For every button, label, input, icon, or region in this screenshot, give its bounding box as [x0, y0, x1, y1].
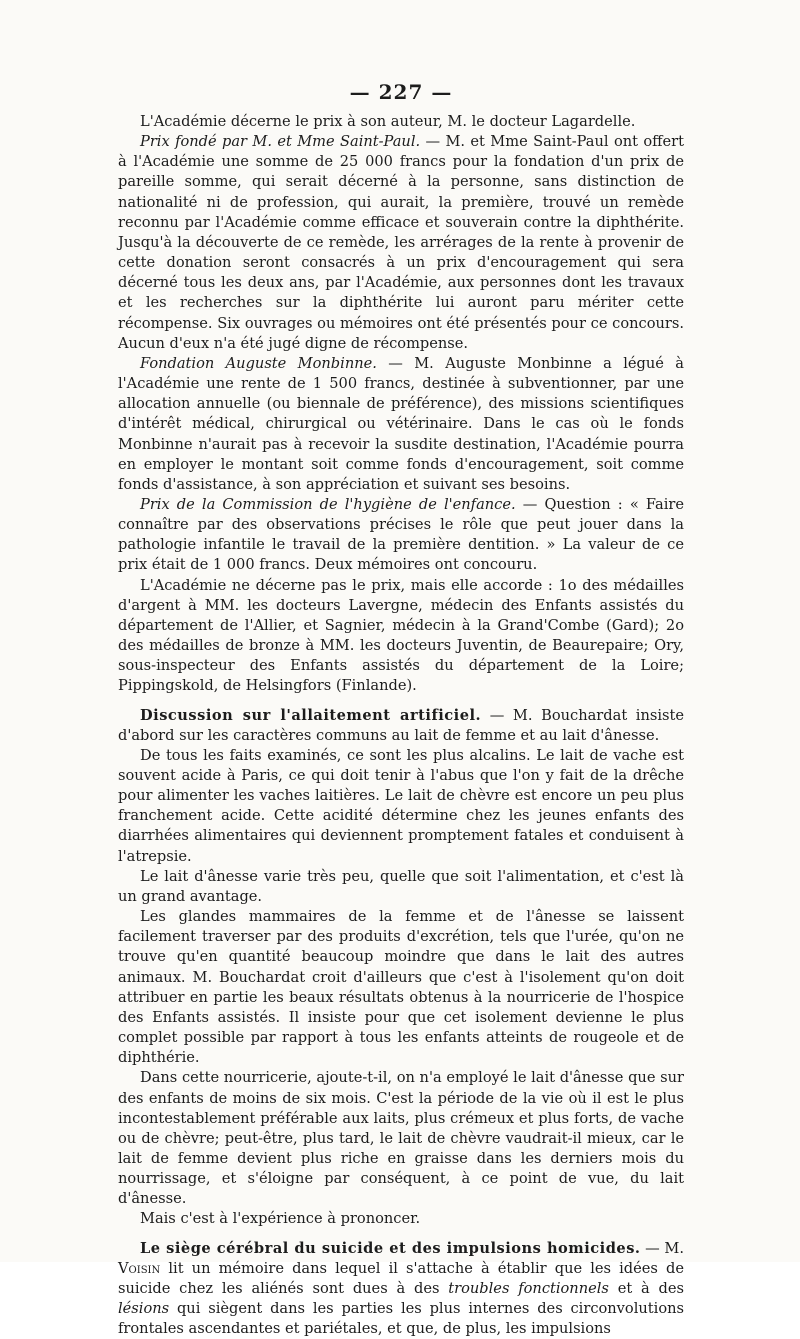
section-siege-cerebral — [118, 1239, 684, 1339]
paragraph-experience — [118, 1209, 684, 1229]
paragraph-text: qui siègent dans les parties les plus internes des circonvolutions frontales ascendantes et pariétales, et que, de plus, les impulsions — [118, 1300, 684, 1338]
author-name: Voisin — [118, 1259, 161, 1277]
paragraph-text: Dans cette nourricerie, ajoute-t-il, on n'a employé le lait d'ânesse que sur des enfants de moins de six mois. C'est la période de la vie où il est le plus incontestablement préférable aux laits, plus crémeux et plus forts, de vache ou de chèvre; peut-être, plus tard, le lait de chèvre vaudrait-il mieux, car le lait de femme devient plus riche en graisse dans les derniers mois du nourrissage, et s'éloigne par conséquent, à ce point de vue, du lait d'ânesse. — [118, 1069, 684, 1208]
paragraph-text: — M. Bouchardat insiste d'abord sur les caractères communs au lait de femme et au lait d'ânesse. — [118, 706, 684, 744]
paragraph-text: et à des — [608, 1279, 684, 1297]
paragraph-alkaline-milk — [118, 746, 684, 867]
emphasis-text: lésions — [118, 1300, 170, 1318]
paragraph-text: L'Académie décerne le prix à son auteur, M. le docteur Lagardelle. — [140, 113, 636, 130]
section-allaitement-intro — [118, 706, 684, 746]
paragraph-text: — Question : « Faire connaître par des observations précises le rôle que peut jouer dans la pathologie infantile le travail de la première dentition. » La valeur de ce prix était de 1 000 francs. Deux mémoires ont concouru. — [118, 495, 684, 574]
paragraph-prize-award — [118, 112, 684, 132]
paragraph-child-hygiene-prize — [118, 495, 684, 576]
section-heading-allaitement: Discussion sur l'allaitement artificiel. — [140, 706, 482, 724]
paragraph-lead: Prix fondé par M. et Mme Saint-Paul. — [140, 133, 421, 151]
page-number: — 227 — — [349, 80, 453, 104]
paragraph-text: Le lait d'ânesse varie très peu, quelle que soit l'alimentation, et c'est là un grand avantage. — [118, 867, 684, 905]
paragraph-text: Les glandes mammaires de la femme et de l'ânesse se laissent facilement traverser par des produits d'excrétion, tels que l'urée, qu'on ne trouve qu'en quantité beaucoup moindre que dans le lait des autres animaux. M. Bouchardat croit d'ailleurs que c'est à l'isolement qu'on doit attribuer en partie les beaux résultats obtenus à la nourricerie de l'hospice des Enfants assistés. Il insiste pour que cet isolement devienne le plus complet possible par rapport à tous les enfants atteints de rougeole et de diphthérie. — [118, 908, 684, 1067]
paragraph-monbinne-foundation — [118, 354, 684, 495]
paragraph-donkey-milk — [118, 867, 684, 907]
paragraph-text: L'Académie ne décerne pas le prix, mais elle accorde : 1o des médailles d'argent à MM. les docteurs Lavergne, médecin des Enfants assistés du département de l'Allier, et Sagnier, médecin à la Grand'Combe (Gard); 2o des médailles de bronze à MM. les docteurs Juventin, de Beaurepaire; Ory, sous-inspecteur des Enfants assistés du département de la Loire; Pippingskold, de Helsingfors (Finlande). — [118, 576, 684, 695]
paragraph-nursery — [118, 1068, 684, 1209]
paragraph-medals — [118, 576, 684, 697]
paragraph-text: De tous les faits examinés, ce sont les plus alcalins. Le lait de vache est souvent acide à Paris, ce qui doit tenir à l'abus que l'on y fait de la drêche pour alimenter les vaches laitières. Le lait de chèvre est encore un peu plus franchement acide. Cette acidité détermine chez les jeunes enfants des diarrhées alimentaires qui deviennent promptement fatales et conduisent à l'atrepsie. — [118, 746, 684, 865]
paragraph-text: — M. Auguste Monbinne a légué à l'Académie une rente de 1 500 francs, destinée à subventionner, par une allocation annuelle (ou biennale de préférence), des missions scientifiques d'intérêt médical, chirurgical ou vétérinaire. Dans le cas où le fonds Monbinne n'aurait pas à recevoir la susdite destination, l'Académie pourra en employer le montant soit comme fonds d'encouragement, soit comme fonds d'assistance, à son appréciation et suivant ses besoins. — [118, 354, 684, 493]
paragraph-text: — M. — [640, 1239, 684, 1257]
paragraph-text: lit un mémoire dans lequel il s'attache à établir que les idées de suicide chez les aliénés sont dues à des — [118, 1259, 684, 1297]
paragraph-mammary-glands — [118, 907, 684, 1068]
paragraph-lead: Prix de la Commission de l'hygiène de l'enfance. — [140, 495, 516, 513]
text-column — [118, 78, 684, 1339]
paragraph-text: — M. et Mme Saint-Paul ont offert à l'Académie une somme de 25 000 francs pour la fondation d'un prix de pareille somme, qui serait décerné à la personne, sans distinction de nationalité ni de profession, qui aurait, la première, trouvé un remède reconnu par l'Académie comme efficace et souverain contre la diphthérite. Jusqu'à la découverte de ce remède, les arrérages de la rente à provenir de cette donation seront consacrés à un prix d'encouragement qui sera décerné tous les deux ans, par l'Académie, aux personnes dont les travaux et les recherches sur la diphthérite lui auront paru mériter cette récompense. Six ouvrages ou mémoires ont été présentés pour ce concours. Aucun d'eux n'a été jugé digne de récompense. — [118, 133, 684, 352]
section-gap — [118, 1230, 684, 1239]
paragraph-saint-paul-prize — [118, 132, 684, 354]
section-gap — [118, 697, 684, 706]
emphasis-text: troubles fonctionnels — [448, 1279, 609, 1297]
paragraph-lead: Fondation Auguste Monbinne. — [140, 354, 377, 372]
paragraph-text: Mais c'est à l'expérience à prononcer. — [140, 1210, 421, 1228]
section-heading-siege: Le siège cérébral du suicide et des impulsions homicides. — [140, 1239, 641, 1257]
